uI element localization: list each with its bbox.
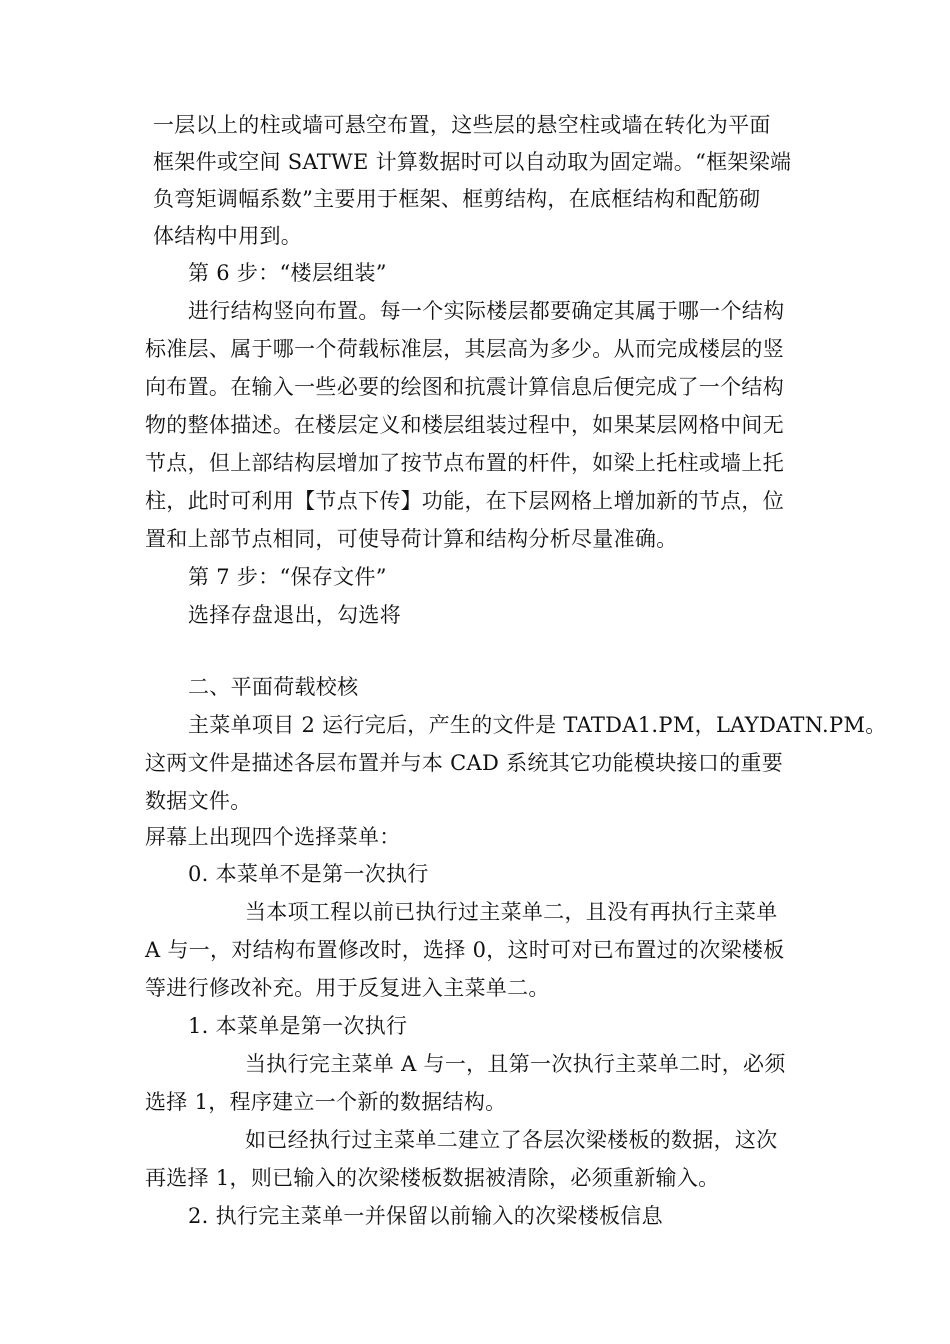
text-line: 物的整体描述。在楼层定义和楼层组装过程中，如果某层网格中间无 xyxy=(145,413,784,437)
text-line: 向布置。在输入一些必要的绘图和抗震计算信息后便完成了一个结构 xyxy=(145,375,784,399)
section-heading: 二、平面荷载校核 xyxy=(188,675,359,699)
text-line: 负弯矩调幅系数”主要用于框架、框剪结构，在底框结构和配筋砌 xyxy=(153,187,761,211)
menu-option-heading: 1. 本菜单是第一次执行 xyxy=(188,1014,408,1038)
text-line: 柱，此时可利用【节点下传】功能，在下层网格上增加新的节点，位 xyxy=(145,489,784,513)
section-heading: 第 7 步：“保存文件” xyxy=(188,565,387,589)
text-line: 数据文件。 xyxy=(145,789,252,813)
text-line: 当本项工程以前已执行过主菜单二，且没有再执行主菜单 xyxy=(245,900,778,924)
text-line: 标准层、属于哪一个荷载标准层，其层高为多少。从而完成楼层的竖 xyxy=(145,337,784,361)
text-line: 如已经执行过主菜单二建立了各层次梁楼板的数据，这次 xyxy=(245,1128,778,1152)
text-line: 等进行修改补充。用于反复进入主菜单二。 xyxy=(145,976,550,1000)
text-line: 置和上部节点相同，可使导荷计算和结构分析尽量准确。 xyxy=(145,527,678,551)
text-line: 当执行完主菜单 A 与一，且第一次执行主菜单二时，必须 xyxy=(245,1052,786,1076)
text-line: 屏幕上出现四个选择菜单： xyxy=(145,825,401,849)
text-line: 体结构中用到。 xyxy=(153,224,303,248)
text-line: 选择存盘退出，勾选将 xyxy=(188,603,401,627)
text-line: 一层以上的柱或墙可悬空布置，这些层的悬空柱或墙在转化为平面 xyxy=(153,113,771,137)
menu-option-heading: 0. 本菜单不是第一次执行 xyxy=(188,862,429,886)
text-line: 节点，但上部结构层增加了按节点布置的杆件，如梁上托柱或墙上托 xyxy=(145,451,784,475)
menu-option-heading: 2. 执行完主菜单一并保留以前输入的次梁楼板信息 xyxy=(188,1204,663,1228)
text-line: 框架件或空间 SATWE 计算数据时可以自动取为固定端。“框架梁端 xyxy=(153,150,792,174)
text-line: 这两文件是描述各层布置并与本 CAD 系统其它功能模块接口的重要 xyxy=(145,751,784,775)
section-heading: 第 6 步：“楼层组装” xyxy=(188,261,387,285)
text-line: 选择 1，程序建立一个新的数据结构。 xyxy=(145,1090,507,1114)
text-line: 主菜单项目 2 运行完后，产生的文件是 TATDA1.PM，LAYDATN.PM。 xyxy=(188,713,887,737)
text-line: A 与一，对结构布置修改时，选择 0，这时可对已布置过的次梁楼板 xyxy=(145,938,785,962)
text-line: 进行结构竖向布置。每一个实际楼层都要确定其属于哪一个结构 xyxy=(188,299,785,323)
text-line: 再选择 1，则已输入的次梁楼板数据被清除，必须重新输入。 xyxy=(145,1166,720,1190)
